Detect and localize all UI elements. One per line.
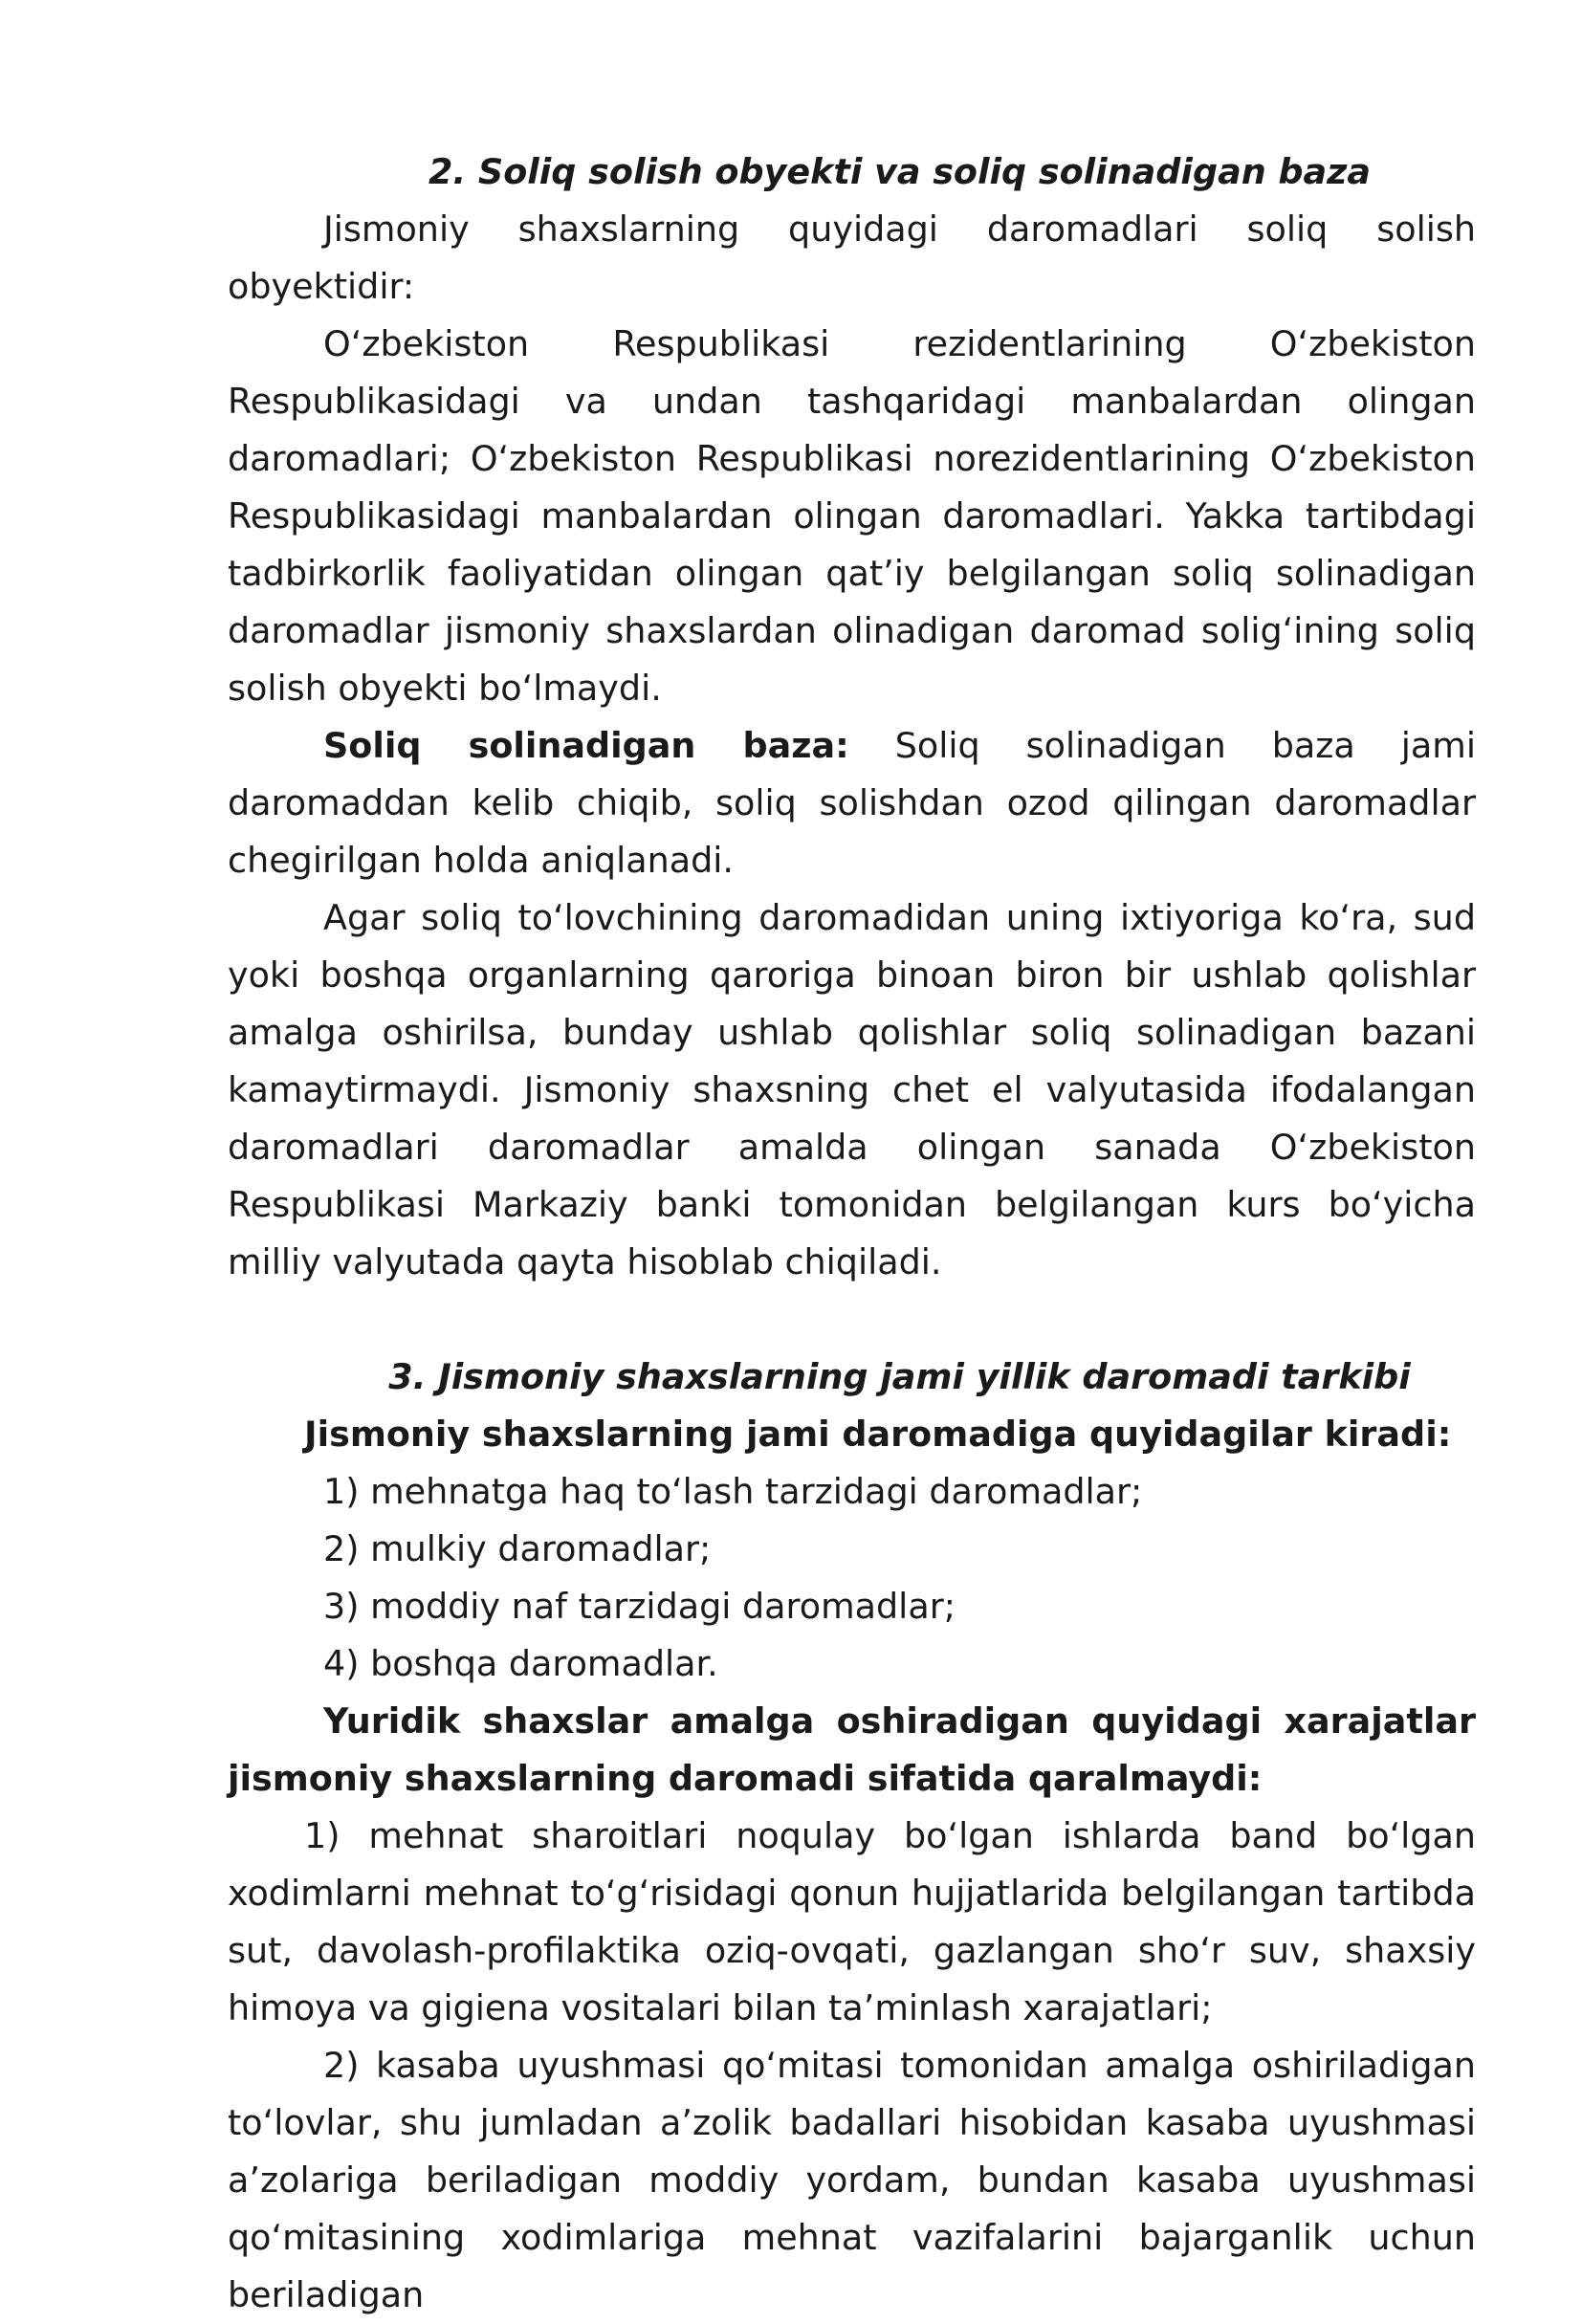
section-2-intro: Jismoniy shaxslarning quyidagi daromadlari soliq solish obyektidir: (228, 208, 1476, 307)
list-item-2: 2) mulkiy daromadlar; (323, 1528, 712, 1569)
list-item-1: 1) mehnatga haq to‘lash tarzidagi daromadlar; (323, 1471, 1143, 1512)
section-2-heading: 2. Soliq solish obyekti va soliq solinadigan baza (428, 151, 1372, 192)
taxable-base-term: Soliq solinadigan baza: (323, 725, 849, 766)
document-page (228, 143, 1476, 2324)
section-3-heading: 3. Jismoniy shaxslarning jami yillik daromadi tarkibi (388, 1356, 1411, 1397)
section-3-point-1: 1) mehnat sharoitlari noqulay bo‘lgan ishlarda band bo‘lgan xodimlarni mehnat to‘g‘risidagi qonun hujjatlarida belgilangan tartibda sut, davolash-profilaktika oziq-ovqati, gazlangan sho‘r suv, shaxsiy himoya va gigiena vositalari bilan ta’minlash xarajatlari; (228, 1815, 1476, 2028)
section-3-point-2: 2) kasaba uyushmasi qo‘mitasi tomonidan amalga oshiriladigan to‘lovlar, shu jumladan a’zolik badallari hisobidan kasaba uyushmasi a’zolariga beriladigan moddiy yordam, bundan kasaba uyushmasi qo‘mitasining xodimlariga mehnat vazifalarini bajarganlik uchun beriladigan (228, 2045, 1476, 2315)
section-2-paragraph-3: Agar soliq to‘lovchining daromadidan uning ixtiyoriga ko‘ra, sud yoki boshqa organlarning qaroriga binoan biron bir ushlab qolishlar amalga oshirilsa, bunday ushlab qolishlar soliq solinadigan bazani kamaytirmaydi. Jismoniy shaxsning chet el valyutasida ifodalangan daromadlari daromadlar amalda olingan sanada O‘zbekiston Respublikasi Markaziy banki tomonidan belgilangan kurs bo‘yicha milliy valyutada qayta hisoblab chiqiladi. (228, 897, 1476, 1283)
section-3-bold-paragraph: Yuridik shaxslar amalga oshiradigan quyidagi xarajatlar jismoniy shaxslarning daromadi sifatida qaralmaydi: (228, 1700, 1476, 1799)
section-2-paragraph-2 (228, 717, 1476, 889)
section-2-paragraph-1: O‘zbekiston Respublikasi rezidentlarining O‘zbekiston Respublikasidagi va undan tashqaridagi manbalardan olingan daromadlari; O‘zbekiston Respublikasi norezidentlarining O‘zbekiston Respublikasidagi manbalardan olingan daromadlari. Yakka tartibdagi tadbirkorlik faoliyatidan olingan qat’iy belgilangan soliq solinadigan daromadlar jismoniy shaxslardan olinadigan daromad solig‘ining soliq solish obyekti bo‘lmaydi. (228, 323, 1476, 709)
list-item-3: 3) moddiy naf tarzidagi daromadlar; (323, 1586, 956, 1627)
list-item-4: 4) boshqa daromadlar. (323, 1643, 718, 1684)
section-3-lead: Jismoniy shaxslarning jami daromadiga quyidagilar kiradi: (304, 1414, 1452, 1455)
taxable-base-definition: Soliq solinadigan baza jami daromaddan kelib chiqib, soliq solishdan ozod qilingan daromadlar chegirilgan holda aniqlanadi. (228, 725, 1476, 881)
